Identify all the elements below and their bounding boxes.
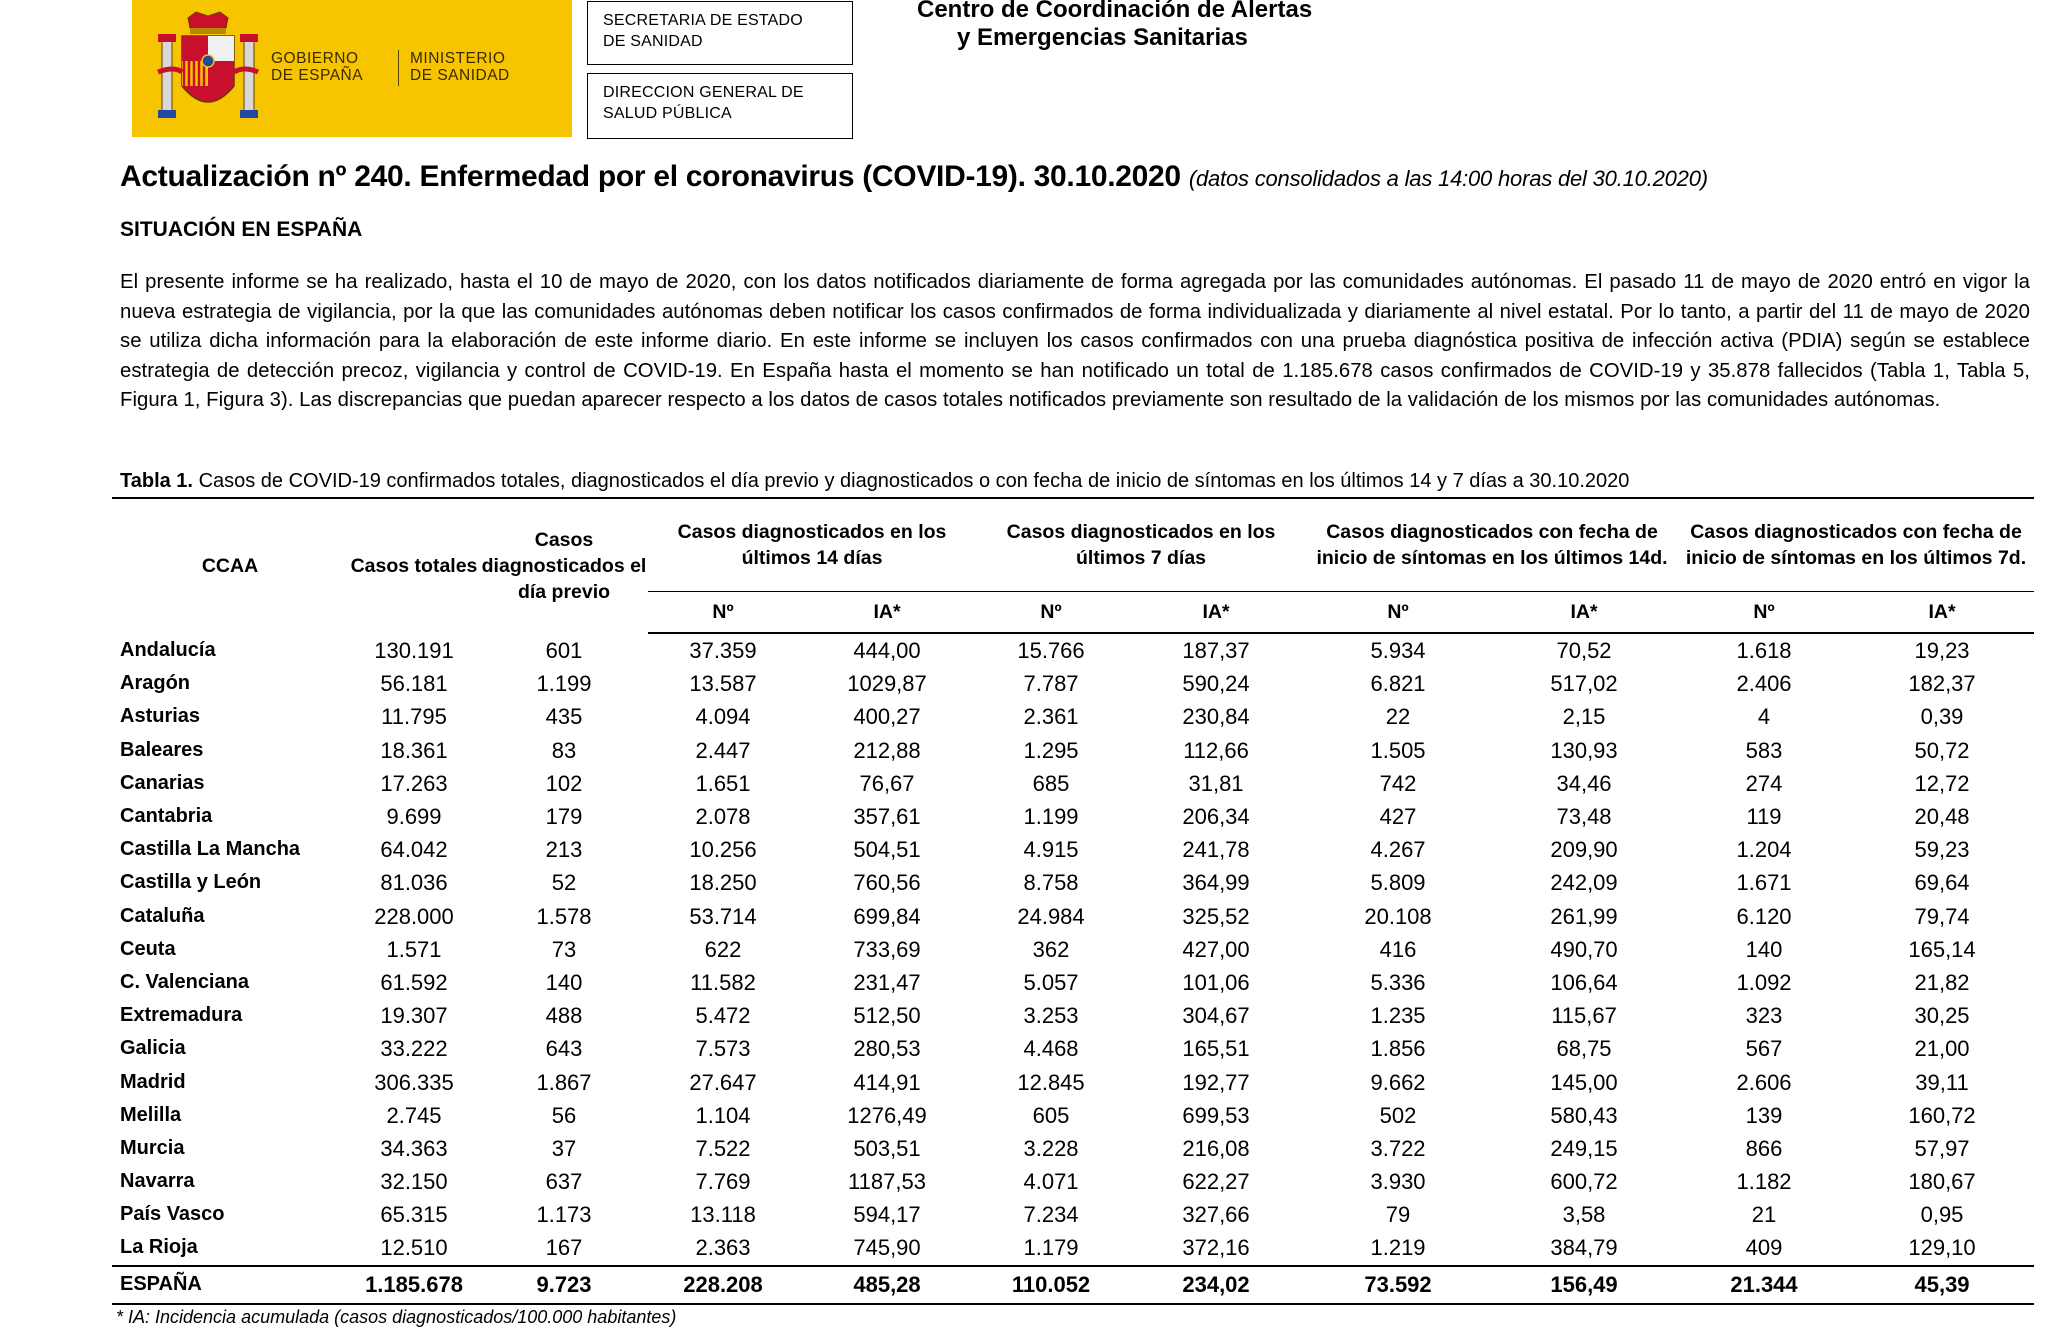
value-cell: 1.578: [536, 903, 592, 929]
value-cell: 400,27: [853, 704, 921, 730]
table-row: [112, 700, 2034, 733]
direccion-line-1: DIRECCION GENERAL DE: [603, 84, 804, 101]
value-cell: 119: [1746, 804, 1782, 830]
table-caption-label: Tabla 1.: [120, 470, 193, 492]
value-cell: 4.468: [1023, 1036, 1079, 1062]
value-cell: 567: [1745, 1036, 1783, 1062]
value-cell: 2.447: [695, 737, 751, 763]
ccaa-cell: Baleares: [120, 738, 204, 761]
direccion-line-2: SALUD PÚBLICA: [603, 105, 732, 122]
value-cell: 435: [545, 704, 583, 730]
value-cell: 180,67: [1908, 1169, 1976, 1195]
value-cell: 600,72: [1550, 1169, 1618, 1195]
value-cell: 140: [545, 969, 583, 995]
value-cell: 234,02: [1126, 1266, 1306, 1304]
value-cell: 27.647: [689, 1069, 757, 1095]
value-cell: 57,97: [1914, 1135, 1970, 1161]
value-cell: 504,51: [853, 837, 921, 863]
value-cell: 10.256: [689, 837, 757, 863]
value-cell: 30,25: [1914, 1003, 1970, 1029]
value-cell: 102: [545, 770, 583, 796]
value-cell: 866: [1745, 1135, 1783, 1161]
ccaa-cell: Galicia: [120, 1037, 186, 1060]
value-cell: 3.930: [1370, 1169, 1426, 1195]
ccaa-cell: Andalucía: [120, 638, 216, 661]
ccaa-cell: Extremadura: [120, 1004, 243, 1027]
value-cell: 59,23: [1914, 837, 1970, 863]
value-cell: 4.267: [1370, 837, 1426, 863]
ccaa-cell: Aragón: [120, 672, 190, 695]
subheader-ia: IA*: [1850, 592, 2034, 634]
value-cell: 1.867: [536, 1069, 592, 1095]
value-cell: 323: [1745, 1003, 1783, 1029]
ccaa-cell: ESPAÑA: [112, 1266, 348, 1304]
coat-of-arms-icon: [154, 10, 262, 130]
value-cell: 1.199: [536, 671, 592, 697]
table-row: [112, 933, 2034, 966]
value-cell: 580,43: [1550, 1102, 1618, 1128]
value-cell: 1029,87: [847, 671, 927, 697]
table-row: [112, 966, 2034, 999]
value-cell: 362: [1032, 936, 1070, 962]
value-cell: 81.036: [380, 870, 448, 896]
value-cell: 56.181: [380, 671, 448, 697]
value-cell: 416: [1379, 936, 1417, 962]
value-cell: 3,58: [1562, 1202, 1606, 1228]
value-cell: 7.522: [695, 1135, 751, 1161]
ministry-label: [410, 50, 510, 84]
col-header-ccaa: CCAA: [201, 555, 259, 577]
col-header-sintomas-7d: Casos diagnosticados con fecha de inicio de síntomas en los últimos 7d.: [1678, 498, 2034, 592]
value-cell: 4: [1757, 704, 1771, 730]
value-cell: 242,09: [1550, 870, 1618, 896]
value-cell: 594,17: [853, 1202, 921, 1228]
value-cell: 1.199: [1023, 804, 1079, 830]
value-cell: 7.787: [1023, 671, 1079, 697]
ccaa-cell: Navarra: [120, 1170, 195, 1193]
gov-label: [271, 50, 363, 84]
value-cell: 8.758: [1023, 870, 1079, 896]
table-row: [112, 800, 2034, 833]
secretaria-line-1: SECRETARIA DE ESTADO: [603, 12, 803, 29]
section-heading: SITUACIÓN EN ESPAÑA: [120, 218, 363, 241]
table-row: [112, 633, 2034, 667]
value-cell: 76,67: [859, 770, 915, 796]
value-cell: 32.150: [380, 1169, 448, 1195]
value-cell: 179: [545, 804, 583, 830]
table-row: [112, 1132, 2034, 1165]
value-cell: 517,02: [1550, 671, 1618, 697]
value-cell: 21,00: [1914, 1036, 1970, 1062]
value-cell: 45,39: [1850, 1266, 2034, 1304]
value-cell: 228.000: [374, 903, 454, 929]
ccaa-cell: Cantabria: [120, 805, 213, 828]
subheader-ia: IA*: [1490, 592, 1678, 634]
table-row: [112, 833, 2034, 866]
table-row: [112, 767, 2034, 800]
title-sub: (datos consolidados a las 14:00 horas del 30.10.2020): [1188, 166, 1708, 191]
value-cell: 1.235: [1370, 1003, 1426, 1029]
cases-table: [112, 497, 2034, 1305]
ccaa-cell: Castilla y León: [120, 871, 262, 894]
value-cell: 206,34: [1182, 804, 1250, 830]
value-cell: 1.671: [1736, 870, 1792, 896]
value-cell: 13.118: [690, 1202, 756, 1228]
value-cell: 0,95: [1920, 1202, 1964, 1228]
value-cell: 5.809: [1370, 870, 1426, 896]
value-cell: 213: [545, 837, 583, 863]
value-cell: 1276,49: [847, 1102, 927, 1128]
value-cell: 590,24: [1182, 671, 1250, 697]
value-cell: 742: [1379, 770, 1417, 796]
table-caption: [120, 470, 1629, 493]
value-cell: 130.191: [374, 637, 454, 663]
value-cell: 1.182: [1736, 1169, 1792, 1195]
value-cell: 1.185.678: [348, 1266, 480, 1304]
value-cell: 231,47: [853, 969, 921, 995]
ministry-line-1: MINISTERIO: [410, 50, 506, 67]
value-cell: 2,15: [1562, 704, 1606, 730]
value-cell: 31,81: [1188, 770, 1244, 796]
value-cell: 15.766: [1017, 638, 1085, 664]
value-cell: 485,28: [798, 1266, 976, 1304]
ccaa-cell: País Vasco: [120, 1203, 225, 1226]
value-cell: 503,51: [853, 1135, 921, 1161]
value-cell: 488: [545, 1003, 583, 1029]
value-cell: 1.173: [536, 1202, 592, 1228]
direccion-box: [587, 73, 853, 139]
value-cell: 73,48: [1556, 804, 1612, 830]
subheader-n: Nº: [976, 592, 1126, 634]
value-cell: 110.052: [976, 1266, 1126, 1304]
col-header-previo: Casos diagnosticados el día previo: [481, 529, 647, 603]
value-cell: 4.071: [1023, 1169, 1079, 1195]
value-cell: 427,00: [1182, 936, 1250, 962]
value-cell: 414,91: [853, 1069, 921, 1095]
value-cell: 101,06: [1182, 969, 1250, 995]
value-cell: 327,66: [1182, 1202, 1250, 1228]
value-cell: 112,66: [1183, 737, 1249, 763]
value-cell: 1.104: [695, 1102, 751, 1128]
value-cell: 2.078: [695, 804, 751, 830]
value-cell: 1.092: [1736, 969, 1792, 995]
value-cell: 18.361: [380, 737, 448, 763]
table-row: [112, 1165, 2034, 1198]
value-cell: 274: [1745, 770, 1783, 796]
value-cell: 1.571: [386, 936, 442, 962]
col-header-totales: Casos totales: [350, 555, 478, 577]
ccaa-cell: Asturias: [120, 705, 201, 728]
value-cell: 733,69: [853, 936, 921, 962]
centro-line-2: y Emergencias Sanitarias: [957, 24, 1248, 51]
value-cell: 115,67: [1551, 1003, 1617, 1029]
value-cell: 79: [1385, 1202, 1411, 1228]
value-cell: 1.651: [695, 770, 751, 796]
value-cell: 1.219: [1370, 1235, 1426, 1261]
ccaa-cell: Cataluña: [120, 904, 205, 927]
value-cell: 637: [545, 1169, 583, 1195]
value-cell: 228.208: [648, 1266, 798, 1304]
value-cell: 106,64: [1550, 969, 1618, 995]
ccaa-cell: Canarias: [120, 771, 205, 794]
value-cell: 165,51: [1182, 1036, 1250, 1062]
value-cell: 643: [545, 1036, 583, 1062]
value-cell: 64.042: [380, 837, 448, 863]
value-cell: 37.359: [689, 638, 757, 664]
value-cell: 230,84: [1182, 704, 1250, 730]
secretaria-box: [587, 1, 853, 65]
value-cell: 583: [1745, 737, 1783, 763]
table-caption-text: Casos de COVID-19 confirmados totales, diagnosticados el día previo y diagnosticados o con fecha de inicio de síntomas en los últimos 14 y 7 días a 30.10.2020: [198, 470, 1630, 492]
value-cell: 745,90: [853, 1235, 921, 1261]
value-cell: 4.094: [695, 704, 751, 730]
value-cell: 139: [1745, 1102, 1783, 1128]
value-cell: 261,99: [1550, 903, 1618, 929]
value-cell: 9.699: [386, 804, 442, 830]
value-cell: 699,53: [1182, 1102, 1250, 1128]
subheader-ia: IA*: [1126, 592, 1306, 634]
value-cell: 3.722: [1370, 1135, 1426, 1161]
value-cell: 2.361: [1023, 704, 1079, 730]
ccaa-cell: Castilla La Mancha: [120, 838, 301, 861]
value-cell: 13.587: [689, 671, 757, 697]
value-cell: 79,74: [1914, 903, 1970, 929]
value-cell: 409: [1745, 1235, 1783, 1261]
ccaa-cell: Melilla: [120, 1103, 182, 1126]
ccaa-cell: Ceuta: [120, 937, 176, 960]
value-cell: 3.253: [1023, 1003, 1079, 1029]
table-footnote: * IA: Incidencia acumulada (casos diagnosticados/100.000 habitantes): [116, 1307, 677, 1327]
table-row: [112, 900, 2034, 933]
subheader-ia: IA*: [798, 592, 976, 634]
value-cell: 3.228: [1023, 1135, 1079, 1161]
value-cell: 1.204: [1736, 837, 1792, 863]
value-cell: 304,67: [1182, 1003, 1250, 1029]
logo-divider: [398, 50, 399, 86]
value-cell: 5.057: [1023, 969, 1079, 995]
value-cell: 187,37: [1182, 638, 1250, 664]
value-cell: 760,56: [853, 870, 921, 896]
col-header-7d: Casos diagnosticados en los últimos 7 días: [976, 498, 1306, 592]
value-cell: 685: [1032, 770, 1070, 796]
value-cell: 22: [1385, 704, 1411, 730]
value-cell: 699,84: [853, 903, 921, 929]
value-cell: 0,39: [1920, 704, 1964, 730]
centro-title: [917, 0, 1312, 52]
value-cell: 306.335: [374, 1069, 454, 1095]
table-row: [112, 1065, 2034, 1098]
value-cell: 6.821: [1370, 671, 1426, 697]
ccaa-cell: Madrid: [120, 1070, 186, 1093]
value-cell: 20.108: [1364, 903, 1432, 929]
subheader-n: Nº: [1306, 592, 1490, 634]
subheader-n: Nº: [648, 592, 798, 634]
value-cell: 156,49: [1490, 1266, 1678, 1304]
government-logo: [132, 0, 572, 137]
value-cell: 145,00: [1550, 1069, 1618, 1095]
value-cell: 7.769: [695, 1169, 751, 1195]
value-cell: 17.263: [380, 770, 448, 796]
title-main: Actualización nº 240. Enfermedad por el coronavirus (COVID-19). 30.10.2020: [120, 160, 1181, 193]
table-row: [112, 734, 2034, 767]
value-cell: 12,72: [1914, 770, 1970, 796]
value-cell: 1.856: [1370, 1036, 1426, 1062]
value-cell: 165,14: [1908, 936, 1976, 962]
value-cell: 65.315: [380, 1202, 448, 1228]
value-cell: 53.714: [689, 903, 757, 929]
value-cell: 12.510: [380, 1235, 448, 1261]
gov-line-1: GOBIERNO: [271, 50, 359, 67]
value-cell: 1187,53: [848, 1169, 926, 1195]
value-cell: 325,52: [1182, 903, 1250, 929]
value-cell: 5.472: [695, 1003, 751, 1029]
value-cell: 39,11: [1915, 1069, 1969, 1095]
table-row: [112, 999, 2034, 1032]
value-cell: 21: [1751, 1202, 1777, 1228]
value-cell: 7.234: [1023, 1202, 1079, 1228]
value-cell: 9.723: [480, 1266, 648, 1304]
value-cell: 622,27: [1182, 1169, 1250, 1195]
page-title: [120, 160, 1708, 194]
value-cell: 4.915: [1023, 837, 1079, 863]
value-cell: 56: [551, 1102, 577, 1128]
col-header-sintomas-14d: Casos diagnosticados con fecha de inicio de síntomas en los últimos 14d.: [1306, 498, 1678, 592]
value-cell: 6.120: [1736, 903, 1792, 929]
value-cell: 37: [551, 1135, 577, 1161]
value-cell: 34,46: [1556, 770, 1612, 796]
value-cell: 209,90: [1550, 837, 1618, 863]
value-cell: 12.845: [1017, 1069, 1085, 1095]
value-cell: 34.363: [380, 1135, 448, 1161]
value-cell: 280,53: [853, 1036, 921, 1062]
value-cell: 2.745: [386, 1102, 442, 1128]
value-cell: 21.344: [1678, 1266, 1850, 1304]
value-cell: 601: [545, 637, 583, 663]
value-cell: 249,15: [1550, 1135, 1618, 1161]
value-cell: 622: [704, 936, 742, 962]
value-cell: 5.934: [1370, 638, 1426, 664]
value-cell: 33.222: [380, 1036, 448, 1062]
value-cell: 1.179: [1023, 1235, 1079, 1261]
value-cell: 11.582: [690, 969, 756, 995]
value-cell: 212,88: [853, 737, 921, 763]
table-row: [112, 1032, 2034, 1065]
value-cell: 70,52: [1556, 638, 1612, 664]
value-cell: 512,50: [853, 1003, 921, 1029]
ccaa-cell: C. Valenciana: [120, 970, 249, 993]
value-cell: 2.606: [1736, 1069, 1792, 1095]
value-cell: 19.307: [380, 1003, 448, 1029]
value-cell: 83: [551, 737, 577, 763]
value-cell: 167: [545, 1235, 583, 1261]
subheader-n: Nº: [1678, 592, 1850, 634]
value-cell: 502: [1379, 1102, 1417, 1128]
value-cell: 73.592: [1306, 1266, 1490, 1304]
table-row: [112, 1099, 2034, 1132]
table-body: [112, 633, 2034, 1304]
centro-line-1: Centro de Coordinación de Alertas: [917, 0, 1313, 23]
value-cell: 11.795: [381, 704, 447, 730]
col-header-14d: Casos diagnosticados en los últimos 14 días: [648, 498, 976, 592]
value-cell: 50,72: [1914, 737, 1970, 763]
table-row: [112, 866, 2034, 899]
value-cell: 61.592: [380, 969, 448, 995]
value-cell: 20,48: [1914, 804, 1970, 830]
value-cell: 69,64: [1914, 870, 1970, 896]
value-cell: 7.573: [695, 1036, 751, 1062]
value-cell: 68,75: [1556, 1036, 1612, 1062]
value-cell: 1.505: [1370, 737, 1426, 763]
value-cell: 364,99: [1182, 870, 1250, 896]
value-cell: 605: [1032, 1102, 1070, 1128]
value-cell: 73: [551, 936, 577, 962]
intro-paragraph: El presente informe se ha realizado, hasta el 10 de mayo de 2020, con los datos notificados diariamente de forma agregada por las comunidades autónomas. El pasado 11 de mayo de 2020 entró en vigor la nueva estrategia de vigilancia, por la que las comunidades autónomas deben notificar los casos confirmados de forma individualizada y diariamente al nivel estatal. Por lo tanto, a partir del 11 de mayo de 2020 se utiliza dicha información para la elaboración de este informe diario. En este informe se incluyen los casos confirmados con una prueba diagnóstica positiva de infección activa (PDIA) según se establece estrategia de detección precoz, vigilancia y control de COVID-19. En España hasta el momento se han notificado un total de 1.185.678 casos confirmados de COVID-19 y 35.878 fallecidos (Tabla 1, Tabla 5, Figura 1, Figura 3). Las discrepancias que puedan aparecer respecto a los datos de casos totales notificados previamente son resultado de la validación de los mismos por las comunidades autónomas.: [120, 271, 2030, 412]
value-cell: 182,37: [1908, 671, 1976, 697]
value-cell: 24.984: [1017, 903, 1085, 929]
gov-line-2: DE ESPAÑA: [271, 67, 364, 84]
value-cell: 192,77: [1182, 1069, 1250, 1095]
value-cell: 5.336: [1370, 969, 1426, 995]
secretaria-line-2: DE SANIDAD: [603, 33, 703, 50]
value-cell: 241,78: [1182, 837, 1250, 863]
value-cell: 52: [551, 870, 577, 896]
value-cell: 2.406: [1736, 671, 1792, 697]
value-cell: 160,72: [1908, 1102, 1976, 1128]
total-row: [112, 1266, 2034, 1304]
table-row: [112, 1198, 2034, 1231]
value-cell: 357,61: [853, 804, 921, 830]
value-cell: 1.295: [1023, 737, 1079, 763]
value-cell: 444,00: [853, 638, 921, 664]
value-cell: 130,93: [1550, 737, 1618, 763]
ministry-line-2: DE SANIDAD: [410, 67, 510, 84]
value-cell: 2.363: [695, 1235, 751, 1261]
value-cell: 490,70: [1550, 936, 1618, 962]
value-cell: 372,16: [1182, 1235, 1250, 1261]
value-cell: 427: [1379, 804, 1417, 830]
table-row: [112, 1231, 2034, 1265]
value-cell: 1.618: [1736, 638, 1792, 664]
value-cell: 129,10: [1908, 1235, 1976, 1261]
value-cell: 216,08: [1182, 1135, 1250, 1161]
value-cell: 18.250: [689, 870, 757, 896]
table-row: [112, 667, 2034, 700]
value-cell: 384,79: [1550, 1235, 1618, 1261]
value-cell: 19,23: [1914, 638, 1970, 664]
value-cell: 21,82: [1914, 969, 1970, 995]
ccaa-cell: La Rioja: [120, 1236, 198, 1259]
value-cell: 140: [1745, 936, 1783, 962]
ccaa-cell: Murcia: [120, 1136, 185, 1159]
value-cell: 9.662: [1370, 1069, 1426, 1095]
